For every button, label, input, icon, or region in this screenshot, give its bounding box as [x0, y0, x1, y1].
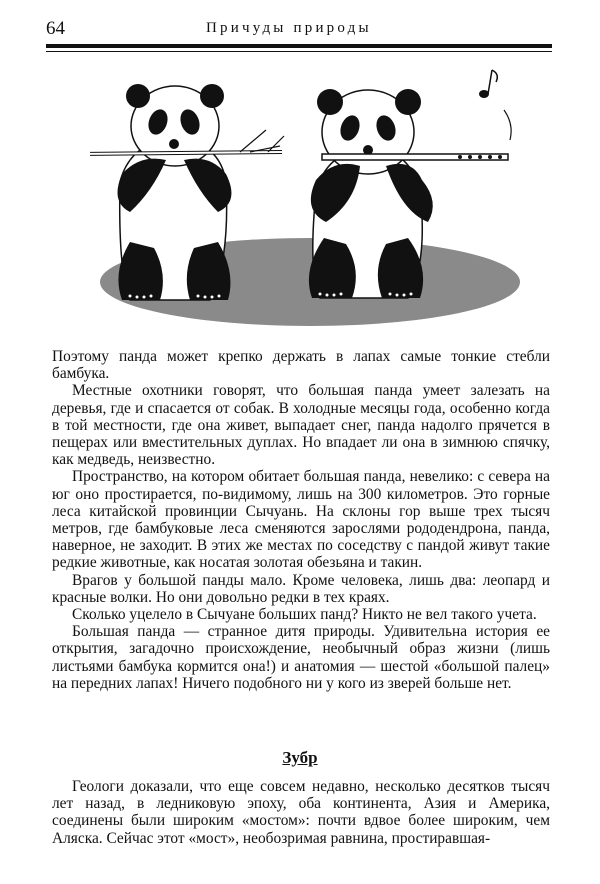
paragraph: Геологи доказали, что еще совсем недавно, несколько десятков тысяч лет назад, в ледниковую эпоху, оба континента, Азия и Америка, соединены были широким «мостом»: почти вдвое более широким, чем Аляска. Сейчас этот «мост», необозримая равнина, простиравшая- [52, 778, 550, 847]
running-title: Причуды природы [206, 20, 372, 36]
music-note-icon [479, 70, 511, 140]
body-text-bottom [52, 778, 550, 847]
header-rule-thin [46, 51, 552, 52]
header-rule-thick [46, 44, 552, 48]
page-header [46, 14, 552, 42]
paragraph: Врагов у большой панды мало. Кроме человека, лишь два: леопард и красные волки. Но они довольно редки в тех краях. [52, 571, 550, 606]
paragraph: Поэтому панда может крепко держать в лапах самые тонкие стебли бамбука. [52, 348, 550, 383]
paragraph: Сколько уцелело в Сычуане больших панд? Никто не вел такого учета. [72, 606, 537, 624]
body-text-top [52, 348, 550, 692]
section-heading: Зубр [282, 748, 318, 767]
page-number: 64 [46, 18, 65, 39]
paragraph: Пространство, на котором обитает большая панда, невелико: с севера на юг оно простирается, по-видимому, лишь на 300 километров. Это горные леса китайской провинции Сычуань. На склоны гор выше трех тысяч метров, где бамбуковые леса сменяются зарослями рододендрона, панда, наверное, не заходит. В этих же местах по соседству с пандой живут такие редкие животные, как носатая золотая обезьяна и такин. [52, 468, 550, 572]
paragraph: Местные охотники говорят, что большая панда умеет залезать на деревья, где и спасается от собак. В холодные месяцы года, особенно когда в той местности, где она живет, выпадает снег, панда надолго прячется в пещерах или вместительных дуплах. Но впадает ли она в зимнюю спячку, как медведь, неизвестно. [52, 382, 550, 469]
pandas-illustration [90, 62, 530, 334]
paragraph: Большая панда — странное дитя природы. Удивительна история ее открытия, загадочно происхождение, необычный образ жизни (лишь листьями бамбука кормится она!) и анатомия — шестой «большой палец» на передних лапах! Ничего подобного ни у кого из зверей больше нет. [52, 623, 550, 692]
